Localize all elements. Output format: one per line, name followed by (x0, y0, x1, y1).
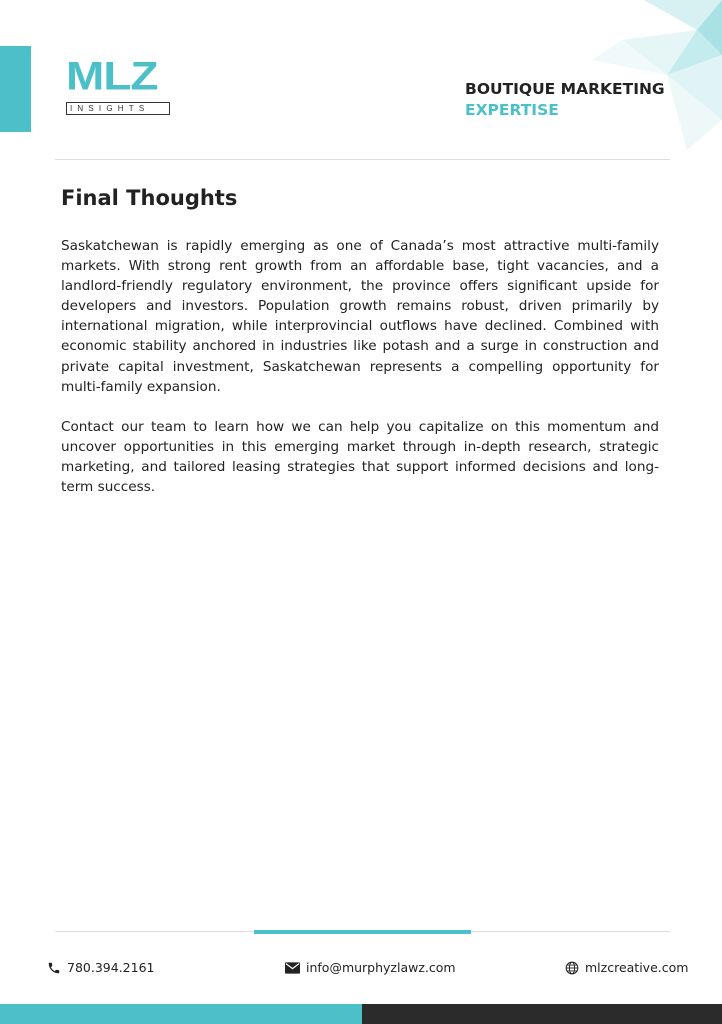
footer-bar-dark (362, 1004, 722, 1024)
tagline (465, 79, 665, 121)
phone-number: 780.394.2161 (67, 960, 155, 975)
footer-bar-teal (0, 1004, 362, 1024)
phone-icon (47, 961, 61, 975)
corner-decoration (592, 0, 722, 150)
contact-phone[interactable] (47, 960, 154, 975)
body-text (61, 236, 659, 517)
tagline-line2: EXPERTISE (465, 101, 559, 119)
contact-website[interactable] (565, 960, 688, 975)
logo (66, 53, 170, 116)
website-url: mlzcreative.com (585, 960, 689, 975)
logo-wordmark: MLZ (66, 53, 158, 99)
mail-icon (285, 962, 300, 974)
contact-email[interactable] (285, 960, 456, 975)
logo-subtitle-box (66, 102, 170, 115)
globe-icon (565, 961, 579, 975)
email-address: info@murphyzlawz.com (306, 960, 456, 975)
paragraph-2: Contact our team to learn how we can help you capitalize on this momentum and uncover opportunities in this emerging market through in-depth research, strategic marketing, and tailored leasing strategies that support informed decisions and long-term success. (61, 418, 659, 496)
paragraph-1: Saskatchewan is rapidly emerging as one of Canada’s most attractive multi-family markets. With strong rent growth from an affordable base, tight vacancies, and a landlord-friendly regulatory environment, the province offers significant upside for developers and investors. Population growth remains robust, driven primarily by international migration, while interprovincial outflows have declined. Combined with economic stability anchored in industries like potash and a surge in construction and private capital investment, Saskatchewan represents a compelling opportunity for multi-family expansion. (61, 238, 659, 395)
header-divider (55, 159, 670, 160)
logo-subtitle: INSIGHTS (70, 104, 150, 113)
tagline-line1: BOUTIQUE MARKETING (465, 80, 665, 98)
page-title: Final Thoughts (61, 186, 238, 210)
footer-divider-accent (254, 930, 471, 934)
left-accent-bar (0, 46, 31, 132)
